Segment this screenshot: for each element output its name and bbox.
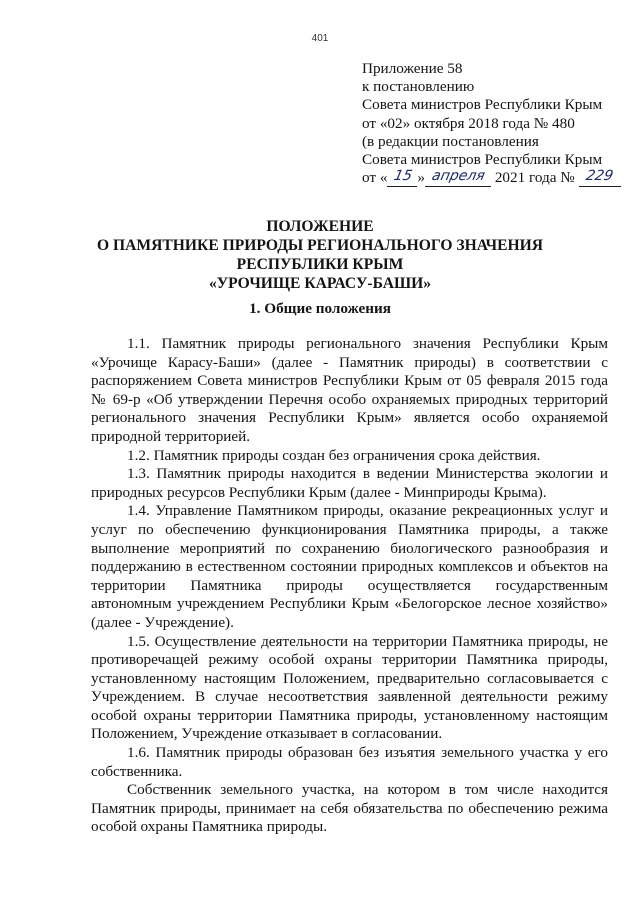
paragraph: 1.4. Управление Памятником природы, оказание рекреационных услуг и услуг по обеспечению функционирования Памятника природы, а также выполнение мероприятий по сохранению биологического разнообразия и поддержанию в естественном состоянии природных комплексов и объектов на территории Памятника природы осуществляется государственным автономным учреждением Республики Крым «Белогорское лесное хозяйство» (далее - Учреждение).: [91, 502, 608, 631]
section-heading: 1. Общие положения: [249, 300, 391, 317]
date-prefix: от «: [362, 169, 388, 187]
title-line: О ПАМЯТНИКЕ ПРИРОДЫ РЕГИОНАЛЬНОГО ЗНАЧЕНИЯ: [96, 237, 544, 254]
date-year: 2021 года №: [494, 169, 575, 187]
annex-block: [362, 60, 620, 187]
annex-line: Приложение 58: [362, 60, 463, 77]
paragraph: 1.1. Памятник природы регионального значения Республики Крым «Урочище Карасу-Баши» (далее - Памятник природы) в соответствии с распоряжением Совета министров Республики Крым от 05 февраля 2015 года № 69-р «Об утверждении Перечня особо охраняемых природных территорий регионального значения Республики Крым» является особо охраняемой природной территорией.: [91, 335, 608, 445]
annex-line: Совета министров Республики Крым: [362, 96, 603, 114]
paragraph: 1.5. Осуществление деятельности на территории Памятника природы, не противоречащей режиму особой охраны территории Памятника природы, установленному настоящим Положением, предварительно согласовывается с Учреждением. В случае несоответствия заявленной деятельности режиму особой охраны территории Памятника природы, установленному настоящим Положением, Учреждение отказывает в согласовании.: [91, 632, 608, 743]
paragraph: 1.3. Памятник природы находится в ведении Министерства экологии и природных ресурсов Республики Крым (далее - Минприроды Крыма).: [91, 465, 608, 501]
paragraph: 1.6. Памятник природы образован без изъятия земельного участка у его собственника.: [91, 744, 608, 780]
handwritten-day: 15: [387, 171, 417, 187]
annex-line: от «02» октября 2018 года № 480: [362, 114, 575, 132]
annex-line: (в редакции постановления: [362, 132, 539, 150]
handwritten-number: 229: [579, 171, 621, 187]
annex-line-date: [362, 169, 620, 187]
page-number: 401: [311, 33, 329, 44]
annex-line: к постановлению: [362, 78, 475, 96]
paragraph: 1.2. Памятник природы создан без ограничения срока действия.: [127, 446, 541, 464]
date-mid: »: [417, 169, 426, 187]
title-line: РЕСПУБЛИКИ КРЫМ: [236, 256, 404, 273]
handwritten-month: апреля: [425, 171, 491, 187]
annex-line: Совета министров Республики Крым: [362, 151, 603, 169]
title-line: «УРОЧИЩЕ КАРАСУ-БАШИ»: [208, 275, 432, 292]
paragraph: Собственник земельного участка, на котором в том числе находится Памятник природы, принимает на себя обязательства по обеспечению режима особой охраны Памятника природы.: [91, 781, 608, 836]
title-line: ПОЛОЖЕНИЕ: [266, 218, 374, 235]
document-title: [0, 217, 640, 293]
document-body: [91, 335, 608, 837]
